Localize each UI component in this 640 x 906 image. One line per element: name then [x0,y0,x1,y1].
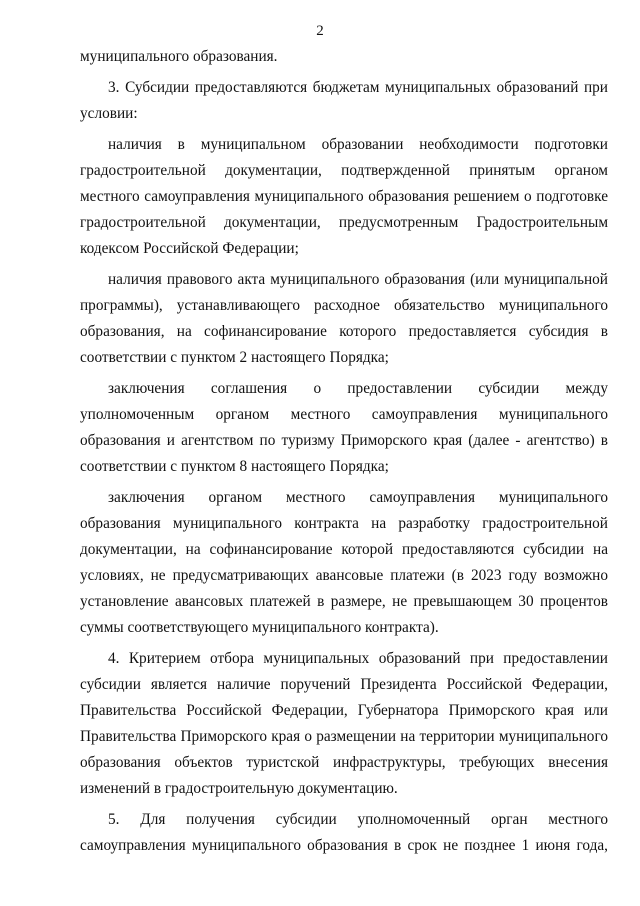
paragraph-condition-agreement: заключения соглашения о предоставлении субсидии между уполномоченным органом местного самоуправления муниципального образования и агентством по туризму Приморского края (далее - агентство) в соответствии с пунктом 8 настоящего Порядка; [80,380,608,475]
paragraph-continuation: муниципального образования. [80,48,278,65]
paragraph-clause-4: 4. Критерием отбора муниципальных образований при предоставлении субсидии является наличие поручений Президента Российской Федерации, Правительства Российской Федерации, Губернатора Приморского края или Правительства Приморского края о размещении на территории муниципального образования объектов туристской инфраструктуры, требующих внесения изменений в градостроительную документацию. [80,650,608,797]
paragraph-clause-3: 3. Субсидии предоставляются бюджетам муниципальных образований при условии: [80,79,608,122]
paragraph-condition-planning-need: наличия в муниципальном образовании необходимости подготовки градостроительной документации, подтвержденной принятым органом местного самоуправления муниципального образования решением о подготовке градостроительной документации, предусмотренным Градостроительным кодексом Российской Федерации; [80,136,608,257]
document-body [80,44,608,864]
paragraph-clause-5: 5. Для получения субсидии уполномоченный орган местного самоуправления муниципального образования в срок не позднее 1 июня года, [80,811,608,854]
paragraph-condition-contract: заключения органом местного самоуправления муниципального образования муниципального контракта на разработку градостроительной документации, на софинансирование которой предоставляются субсидии на условиях, не предусматривающих авансовые платежи (в 2023 году возможно установление авансовых платежей в размере, не превышающем 30 процентов суммы соответствующего муниципального контракта). [80,489,608,636]
page-number: 2 [316,23,324,39]
paragraph-condition-legal-act: наличия правового акта муниципального образования (или муниципальной программы), устанавливающего расходное обязательство муниципального образования, на софинансирование которого предоставляется субсидия в соответствии с пунктом 2 настоящего Порядка; [80,271,608,366]
